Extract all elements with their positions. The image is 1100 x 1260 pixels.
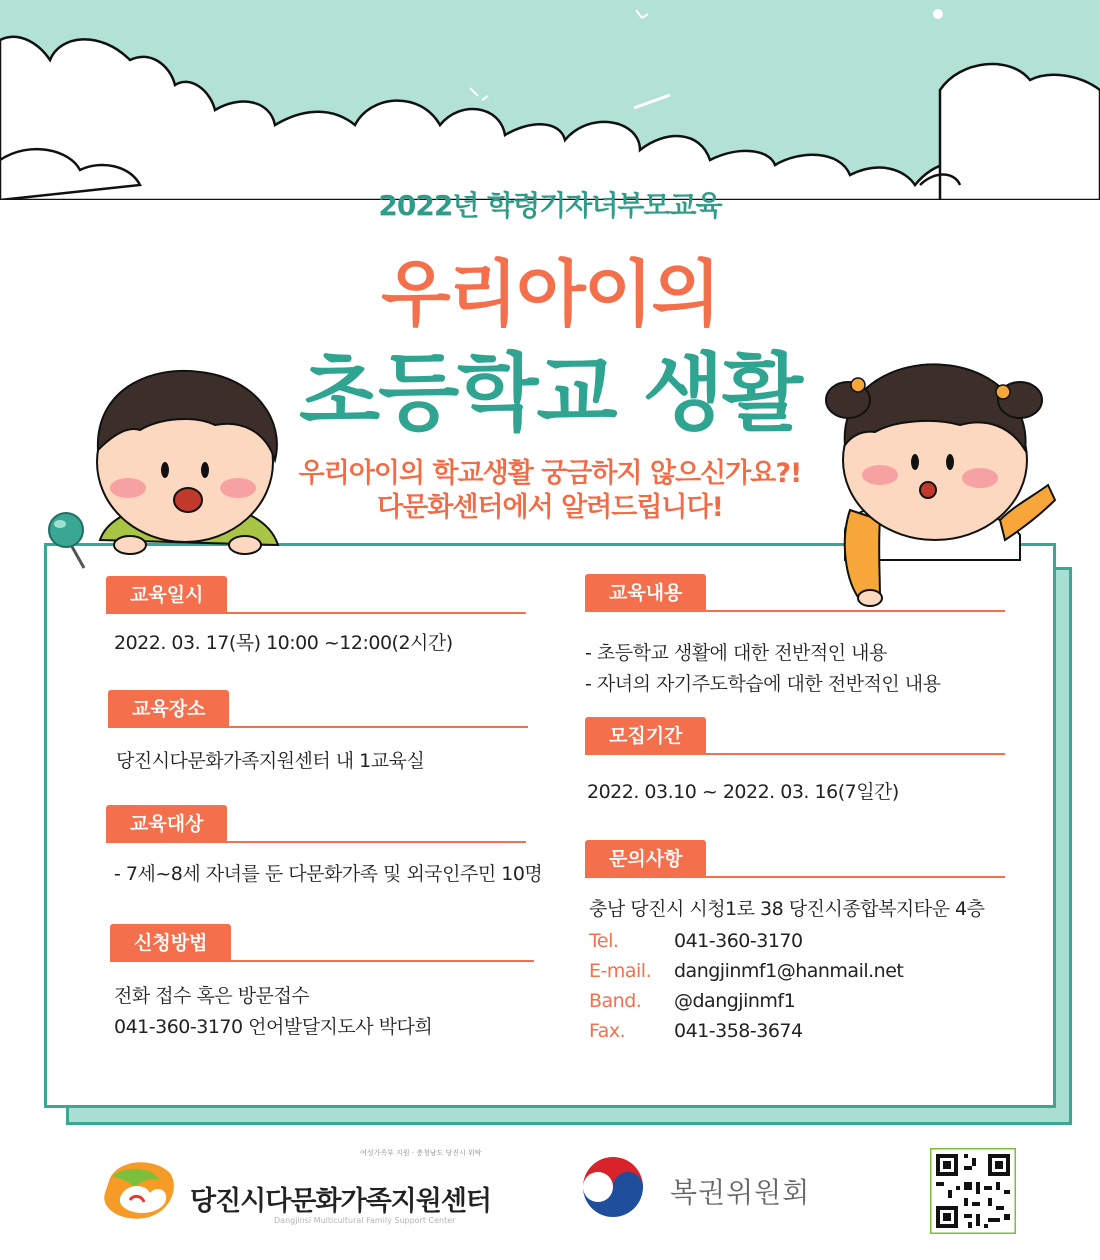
section-date	[106, 576, 526, 676]
divider	[110, 960, 534, 962]
inquiry-address: 충남 당진시 시청1로 38 당진시종합복지타운 4층	[589, 898, 985, 920]
contact-row-band	[589, 986, 903, 1016]
content-text-1: - 초등학교 생활에 대한 전반적인 내용	[585, 642, 887, 664]
qr-code-icon[interactable]	[930, 1148, 1016, 1234]
contact-value[interactable]: 041-360-3170	[674, 930, 803, 952]
contact-row-fax	[589, 1016, 903, 1046]
divider	[106, 612, 526, 614]
org-name-english: Dangjinsi Multicultural Family Support Center	[274, 1216, 456, 1225]
section-apply	[110, 924, 534, 1054]
sky-clouds-background	[0, 0, 1100, 200]
contact-key: E-mail.	[589, 960, 652, 982]
label-target: 교육대상	[106, 805, 227, 843]
girl-illustration	[826, 364, 1055, 606]
divider	[585, 753, 1005, 755]
divider	[585, 876, 1005, 878]
push-pin-icon	[44, 506, 100, 576]
content-text-2: - 자녀의 자기주도학습에 대한 전반적인 내용	[585, 673, 941, 695]
org-sponsor-text: 여성가족부 지원 · 충청남도 당진시 위탁	[360, 1149, 482, 1157]
boy-illustration	[97, 371, 278, 554]
place-text: 당진시다문화가족지원센터 내 1교육실	[116, 750, 425, 772]
contact-row-tel	[589, 926, 903, 956]
contact-value[interactable]: @dangjinmf1	[674, 990, 796, 1012]
divider	[106, 841, 526, 843]
title-line-1: 우리아이의	[381, 252, 719, 336]
contact-value: 041-358-3674	[674, 1020, 803, 1042]
contact-key: Band.	[589, 990, 642, 1012]
label-date: 교육일시	[106, 576, 227, 614]
section-inquiry	[585, 840, 1005, 1050]
center-logo-icon	[100, 1158, 180, 1224]
label-apply: 신청방법	[110, 924, 231, 962]
period-text: 2022. 03.10 ~ 2022. 03. 16(7일간)	[587, 781, 899, 803]
tagline-line-1: 우리아이의 학교생활 궁금하지 않으신가요?!	[298, 458, 802, 489]
section-place	[108, 690, 528, 790]
tagline-line-2: 다문화센터에서 알려드립니다!	[377, 492, 723, 523]
event-subtitle: 2022년 학령기자녀부모교육	[378, 189, 722, 222]
section-period	[585, 717, 1005, 817]
title-line-2: 초등학교 생활	[298, 344, 802, 442]
section-target	[106, 805, 543, 905]
contact-key: Fax.	[589, 1020, 626, 1042]
label-content: 교육내용	[585, 574, 706, 612]
contact-list	[589, 926, 903, 1046]
divider	[585, 610, 1005, 612]
label-period: 모집기간	[585, 717, 706, 755]
lottery-commission-logo-icon	[578, 1152, 648, 1222]
apply-text-1: 전화 접수 혹은 방문접수	[114, 985, 310, 1007]
contact-key: Tel.	[589, 930, 619, 952]
label-place: 교육장소	[108, 690, 229, 728]
date-text: 2022. 03. 17(목) 10:00 ~12:00(2시간)	[114, 632, 453, 654]
contact-row-email	[589, 956, 903, 986]
divider	[108, 726, 528, 728]
target-text: - 7세~8세 자녀를 둔 다문화가족 및 외국인주민 10명	[114, 863, 543, 885]
apply-text-2: 041-360-3170 언어발달지도사 박다희	[114, 1016, 433, 1038]
section-content	[585, 574, 1005, 694]
label-inquiry: 문의사항	[585, 840, 706, 878]
contact-value[interactable]: dangjinmf1@hanmail.net	[674, 960, 904, 982]
org-name: 당진시다문화가족지원센터	[190, 1186, 491, 1217]
gov-name: 복권위원회	[670, 1176, 811, 1209]
